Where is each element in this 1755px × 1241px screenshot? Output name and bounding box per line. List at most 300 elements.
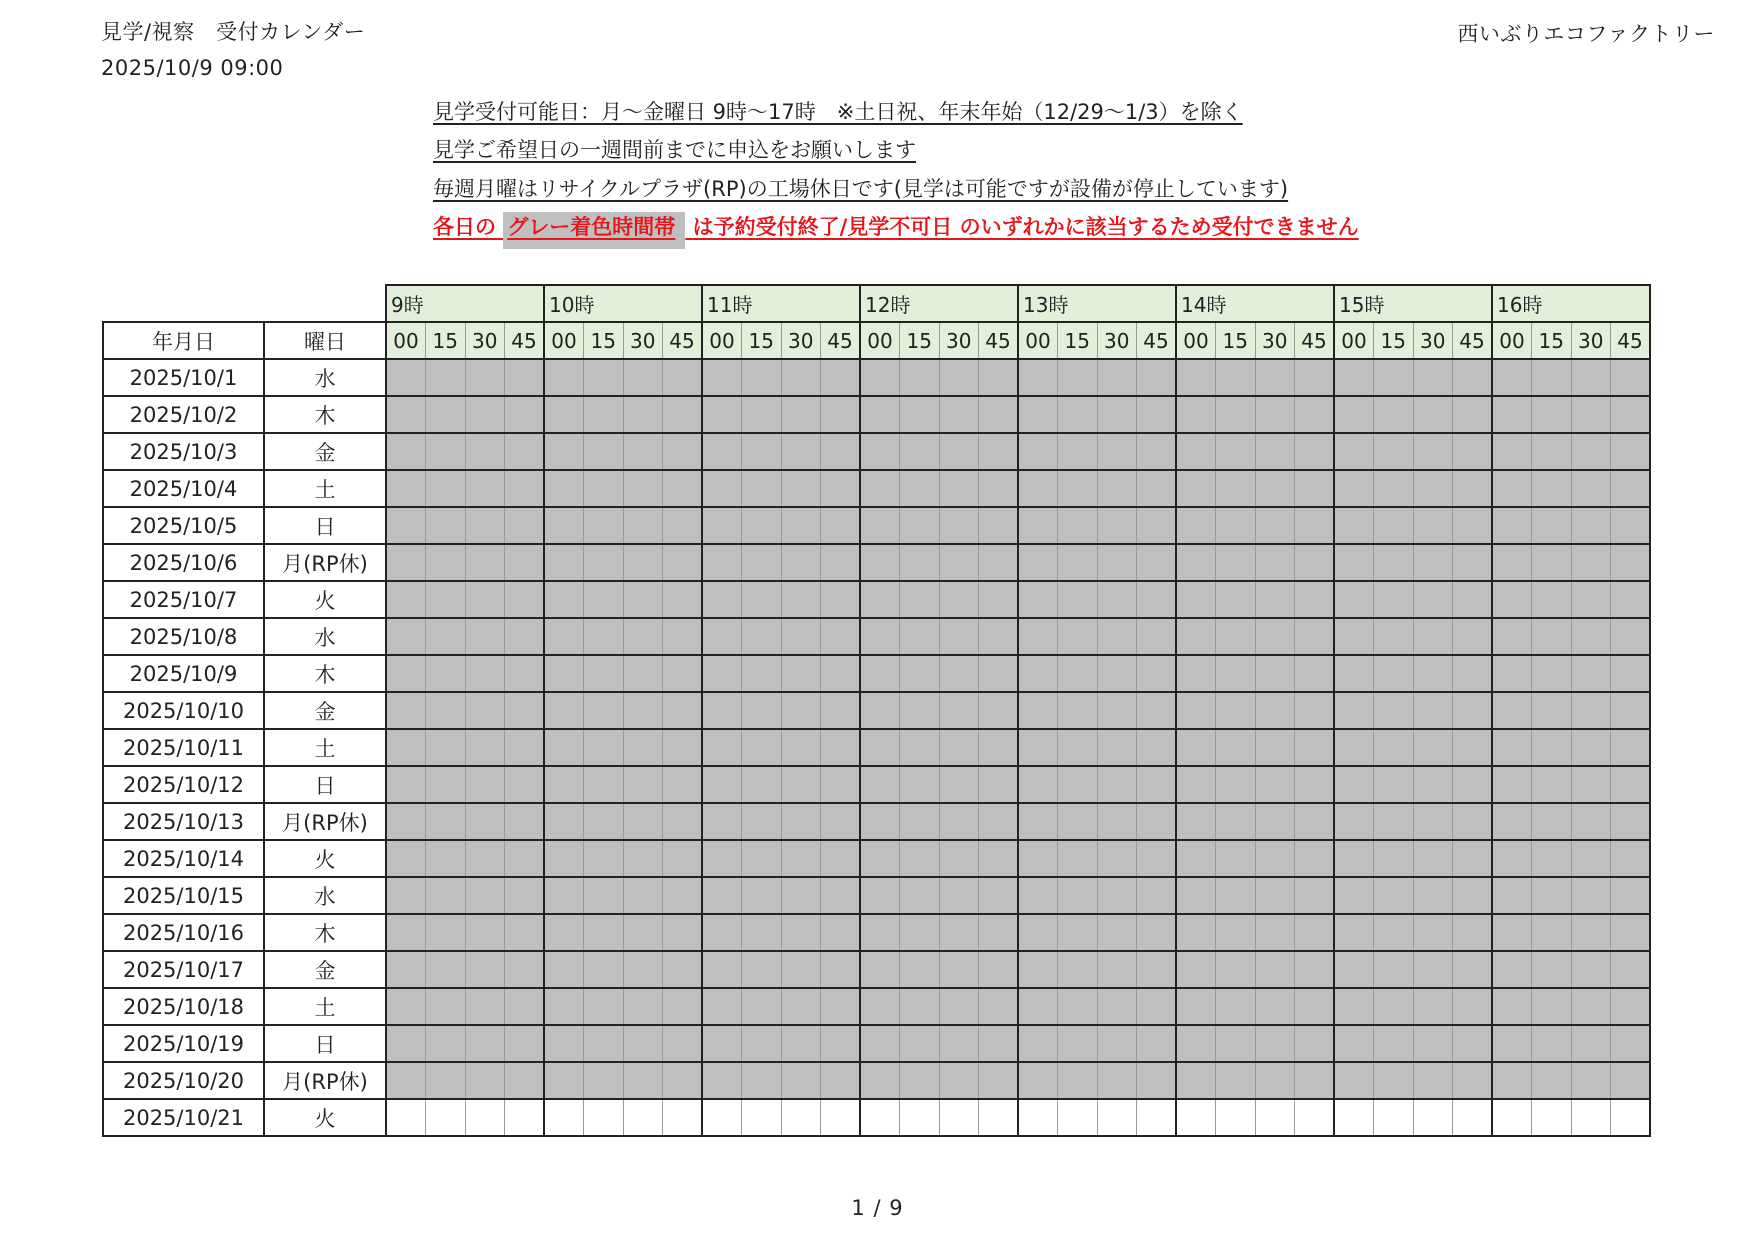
time-slot-available[interactable] [939,1099,979,1136]
time-slot-closed [465,914,505,951]
calendar-title: 見学/視察 受付カレンダー [101,20,366,44]
time-slot-closed [1097,692,1137,729]
time-slot-available[interactable] [742,1099,782,1136]
time-slot-closed [1176,359,1216,396]
time-slot-available[interactable] [465,1099,505,1136]
time-slot-available[interactable] [1097,1099,1137,1136]
time-slot-closed [1334,507,1374,544]
time-slot-closed [386,359,426,396]
time-slot-closed [1295,729,1335,766]
minute-header: 45 [1611,322,1651,359]
time-slot-closed [663,840,703,877]
time-slot-closed [1413,396,1453,433]
time-slot-available[interactable] [623,1099,663,1136]
time-slot-closed [1453,1025,1493,1062]
time-slot-closed [1137,1062,1177,1099]
time-slot-closed [742,433,782,470]
time-slot-closed [1453,507,1493,544]
time-slot-closed [544,914,584,951]
time-slot-closed [465,766,505,803]
time-slot-closed [426,470,466,507]
row-weekday: 日 [264,507,386,544]
time-slot-available[interactable] [1334,1099,1374,1136]
time-slot-closed [900,766,940,803]
time-slot-available[interactable] [1018,1099,1058,1136]
time-slot-closed [1492,766,1532,803]
time-slot-closed [1018,988,1058,1025]
time-slot-closed [821,433,861,470]
time-slot-closed [426,581,466,618]
minute-header: 30 [781,322,821,359]
time-slot-closed [860,396,900,433]
time-slot-closed [702,877,742,914]
time-slot-closed [386,581,426,618]
time-slot-closed [1295,840,1335,877]
calendar-row [103,359,1650,396]
time-slot-closed [1571,988,1611,1025]
time-slot-closed [1097,1025,1137,1062]
time-slot-closed [584,729,624,766]
time-slot-closed [1532,766,1572,803]
time-slot-available[interactable] [1295,1099,1335,1136]
minute-header: 45 [1453,322,1493,359]
time-slot-closed [781,951,821,988]
time-slot-available[interactable] [1374,1099,1414,1136]
time-slot-closed [1295,914,1335,951]
time-slot-closed [1611,692,1651,729]
time-slot-closed [1492,507,1532,544]
time-slot-closed [544,951,584,988]
time-slot-closed [663,581,703,618]
time-slot-closed [979,359,1019,396]
time-slot-closed [505,988,545,1025]
time-slot-closed [1413,766,1453,803]
time-slot-closed [623,877,663,914]
time-slot-available[interactable] [1137,1099,1177,1136]
time-slot-closed [1137,581,1177,618]
time-slot-closed [1611,803,1651,840]
notice-gray-legend [433,211,1359,241]
time-slot-closed [386,1025,426,1062]
time-slot-closed [1532,433,1572,470]
time-slot-closed [1374,914,1414,951]
time-slot-closed [1216,396,1256,433]
time-slot-closed [1216,1025,1256,1062]
row-weekday: 土 [264,988,386,1025]
time-slot-closed [1255,581,1295,618]
time-slot-closed [1216,618,1256,655]
time-slot-closed [1453,692,1493,729]
time-slot-closed [505,951,545,988]
time-slot-closed [781,766,821,803]
time-slot-closed [742,840,782,877]
time-slot-available[interactable] [505,1099,545,1136]
time-slot-closed [1058,766,1098,803]
time-slot-closed [1097,951,1137,988]
time-slot-closed [1453,470,1493,507]
time-slot-closed [1176,655,1216,692]
row-weekday: 火 [264,1099,386,1136]
time-slot-closed [1018,470,1058,507]
time-slot-closed [1137,507,1177,544]
time-slot-closed [544,581,584,618]
time-slot-closed [1374,433,1414,470]
time-slot-closed [1137,914,1177,951]
time-slot-closed [1137,359,1177,396]
time-slot-closed [1571,1062,1611,1099]
time-slot-closed [663,988,703,1025]
time-slot-closed [1216,544,1256,581]
time-slot-closed [900,840,940,877]
time-slot-available[interactable] [860,1099,900,1136]
time-slot-closed [821,766,861,803]
time-slot-closed [1611,544,1651,581]
time-slot-closed [979,766,1019,803]
time-slot-closed [386,544,426,581]
time-slot-closed [1018,914,1058,951]
hour-header: 9時 [386,285,544,322]
minute-header: 45 [505,322,545,359]
time-slot-closed [584,692,624,729]
minute-header: 15 [1058,322,1098,359]
time-slot-closed [1137,396,1177,433]
facility-name: 西いぶりエコファクトリー [1457,22,1715,46]
time-slot-available[interactable] [1255,1099,1295,1136]
time-slot-closed [1374,803,1414,840]
time-slot-closed [426,396,466,433]
time-slot-closed [742,581,782,618]
time-slot-closed [1097,729,1137,766]
calendar-row [103,766,1650,803]
time-slot-closed [426,359,466,396]
time-slot-closed [1295,470,1335,507]
time-slot-closed [702,618,742,655]
time-slot-closed [663,396,703,433]
time-slot-closed [1176,507,1216,544]
time-slot-closed [1374,1025,1414,1062]
time-slot-closed [1532,692,1572,729]
calendar-row [103,470,1650,507]
time-slot-closed [426,988,466,1025]
time-slot-closed [544,359,584,396]
time-slot-closed [1374,655,1414,692]
time-slot-closed [1097,1062,1137,1099]
minute-header: 15 [742,322,782,359]
time-slot-closed [1176,729,1216,766]
notice-gray-suffix: は予約受付終了/見学不可日 のいずれかに該当するため受付できません [692,215,1359,239]
time-slot-closed [1453,396,1493,433]
time-slot-closed [860,618,900,655]
time-slot-closed [1176,803,1216,840]
minute-header: 45 [979,322,1019,359]
row-date: 2025/10/8 [103,618,264,655]
time-slot-available[interactable] [821,1099,861,1136]
row-weekday: 月(RP休) [264,544,386,581]
time-slot-closed [1374,396,1414,433]
time-slot-closed [1216,803,1256,840]
time-slot-closed [1492,544,1532,581]
time-slot-closed [1492,1025,1532,1062]
time-slot-closed [1611,1025,1651,1062]
time-slot-closed [426,951,466,988]
date-column-header: 年月日 [103,322,264,359]
time-slot-closed [1611,988,1651,1025]
calendar-row [103,581,1650,618]
time-slot-closed [386,803,426,840]
time-slot-available[interactable] [702,1099,742,1136]
time-slot-closed [821,877,861,914]
time-slot-closed [1058,655,1098,692]
time-slot-closed [1255,655,1295,692]
time-slot-closed [1295,1025,1335,1062]
time-slot-closed [386,433,426,470]
time-slot-closed [544,507,584,544]
row-weekday: 木 [264,396,386,433]
time-slot-closed [1137,544,1177,581]
time-slot-closed [1532,396,1572,433]
time-slot-closed [742,988,782,1025]
row-date: 2025/10/16 [103,914,264,951]
calendar-row [103,618,1650,655]
time-slot-closed [663,877,703,914]
time-slot-closed [544,396,584,433]
time-slot-closed [1374,1062,1414,1099]
time-slot-closed [623,470,663,507]
time-slot-closed [781,655,821,692]
time-slot-closed [1058,433,1098,470]
hour-header: 11時 [702,285,860,322]
time-slot-closed [465,729,505,766]
time-slot-closed [939,655,979,692]
time-slot-closed [821,544,861,581]
time-slot-closed [1018,618,1058,655]
time-slot-closed [1295,692,1335,729]
time-slot-closed [1058,544,1098,581]
time-slot-closed [1611,433,1651,470]
time-slot-closed [1374,988,1414,1025]
time-slot-closed [860,729,900,766]
time-slot-available[interactable] [426,1099,466,1136]
time-slot-closed [1018,1062,1058,1099]
time-slot-closed [1137,988,1177,1025]
time-slot-closed [465,1062,505,1099]
time-slot-closed [1137,729,1177,766]
time-slot-closed [465,988,505,1025]
time-slot-closed [1018,840,1058,877]
time-slot-closed [1176,840,1216,877]
time-slot-closed [900,692,940,729]
time-slot-closed [979,507,1019,544]
time-slot-available[interactable] [1216,1099,1256,1136]
minute-header: 00 [386,322,426,359]
time-slot-closed [979,433,1019,470]
time-slot-closed [465,951,505,988]
time-slot-closed [1334,396,1374,433]
time-slot-closed [1255,877,1295,914]
time-slot-closed [544,692,584,729]
time-slot-closed [1137,951,1177,988]
time-slot-available[interactable] [979,1099,1019,1136]
blank-corner [264,285,386,322]
time-slot-closed [386,914,426,951]
time-slot-closed [1334,433,1374,470]
time-slot-closed [900,544,940,581]
time-slot-closed [1295,396,1335,433]
time-slot-closed [1413,914,1453,951]
time-slot-closed [781,359,821,396]
time-slot-closed [1216,433,1256,470]
time-slot-closed [1137,840,1177,877]
time-slot-closed [702,433,742,470]
time-slot-closed [623,1025,663,1062]
time-slot-closed [781,914,821,951]
time-slot-available[interactable] [584,1099,624,1136]
time-slot-closed [781,618,821,655]
time-slot-closed [623,803,663,840]
time-slot-closed [544,433,584,470]
time-slot-closed [1571,359,1611,396]
time-slot-available[interactable] [663,1099,703,1136]
time-slot-closed [505,877,545,914]
time-slot-closed [465,359,505,396]
time-slot-closed [1097,766,1137,803]
time-slot-closed [426,840,466,877]
time-slot-closed [505,655,545,692]
time-slot-available[interactable] [1453,1099,1493,1136]
time-slot-closed [1453,803,1493,840]
time-slot-closed [1492,581,1532,618]
time-slot-closed [1571,914,1611,951]
time-slot-closed [1492,877,1532,914]
time-slot-closed [781,877,821,914]
time-slot-closed [900,396,940,433]
time-slot-closed [505,766,545,803]
time-slot-closed [1611,470,1651,507]
time-slot-available[interactable] [781,1099,821,1136]
time-slot-closed [386,877,426,914]
time-slot-closed [663,1025,703,1062]
time-slot-closed [1176,692,1216,729]
time-slot-closed [821,1025,861,1062]
time-slot-closed [623,544,663,581]
time-slot-available[interactable] [386,1099,426,1136]
row-date: 2025/10/3 [103,433,264,470]
minute-header: 15 [426,322,466,359]
time-slot-closed [1413,470,1453,507]
time-slot-closed [939,766,979,803]
time-slot-closed [1571,729,1611,766]
time-slot-closed [1097,470,1137,507]
time-slot-closed [465,1025,505,1062]
time-slot-closed [1295,618,1335,655]
time-slot-closed [939,840,979,877]
time-slot-available[interactable] [1532,1099,1572,1136]
time-slot-closed [1611,914,1651,951]
time-slot-closed [465,692,505,729]
time-slot-available[interactable] [1413,1099,1453,1136]
minute-header: 30 [1571,322,1611,359]
time-slot-closed [900,470,940,507]
minute-header: 15 [1532,322,1572,359]
calendar-row [103,914,1650,951]
time-slot-closed [1097,840,1137,877]
time-slot-closed [465,803,505,840]
time-slot-closed [1374,877,1414,914]
time-slot-closed [1255,507,1295,544]
time-slot-closed [1374,359,1414,396]
time-slot-closed [623,692,663,729]
time-slot-available[interactable] [1492,1099,1532,1136]
time-slot-closed [939,1025,979,1062]
time-slot-available[interactable] [1176,1099,1216,1136]
time-slot-closed [1611,618,1651,655]
time-slot-available[interactable] [544,1099,584,1136]
time-slot-closed [1532,951,1572,988]
time-slot-closed [426,1025,466,1062]
time-slot-closed [1097,803,1137,840]
time-slot-closed [1295,766,1335,803]
time-slot-closed [1453,581,1493,618]
calendar-row [103,433,1650,470]
time-slot-closed [900,1062,940,1099]
time-slot-closed [505,581,545,618]
row-date: 2025/10/13 [103,803,264,840]
time-slot-closed [1018,1025,1058,1062]
time-slot-closed [1374,507,1414,544]
time-slot-closed [1255,544,1295,581]
time-slot-closed [742,655,782,692]
time-slot-closed [1492,840,1532,877]
time-slot-closed [1216,766,1256,803]
row-date: 2025/10/15 [103,877,264,914]
time-slot-closed [505,544,545,581]
time-slot-closed [505,729,545,766]
calendar-row [103,1099,1650,1136]
row-date: 2025/10/9 [103,655,264,692]
time-slot-closed [1334,840,1374,877]
time-slot-closed [821,507,861,544]
time-slot-closed [1374,544,1414,581]
calendar-row [103,1025,1650,1062]
time-slot-available[interactable] [1571,1099,1611,1136]
calendar-row [103,396,1650,433]
time-slot-closed [742,507,782,544]
time-slot-closed [702,729,742,766]
time-slot-closed [623,507,663,544]
row-weekday: 金 [264,951,386,988]
time-slot-closed [1611,1062,1651,1099]
time-slot-closed [860,840,900,877]
time-slot-closed [1492,433,1532,470]
time-slot-closed [979,544,1019,581]
time-slot-closed [1334,729,1374,766]
time-slot-available[interactable] [1058,1099,1098,1136]
time-slot-closed [900,507,940,544]
time-slot-closed [742,877,782,914]
time-slot-closed [1413,359,1453,396]
time-slot-closed [821,840,861,877]
minute-header: 00 [702,322,742,359]
calendar-row [103,692,1650,729]
time-slot-closed [426,1062,466,1099]
time-slot-available[interactable] [1611,1099,1651,1136]
time-slot-closed [860,877,900,914]
time-slot-closed [742,766,782,803]
time-slot-available[interactable] [900,1099,940,1136]
time-slot-closed [1571,655,1611,692]
row-weekday: 日 [264,1025,386,1062]
time-slot-closed [781,507,821,544]
